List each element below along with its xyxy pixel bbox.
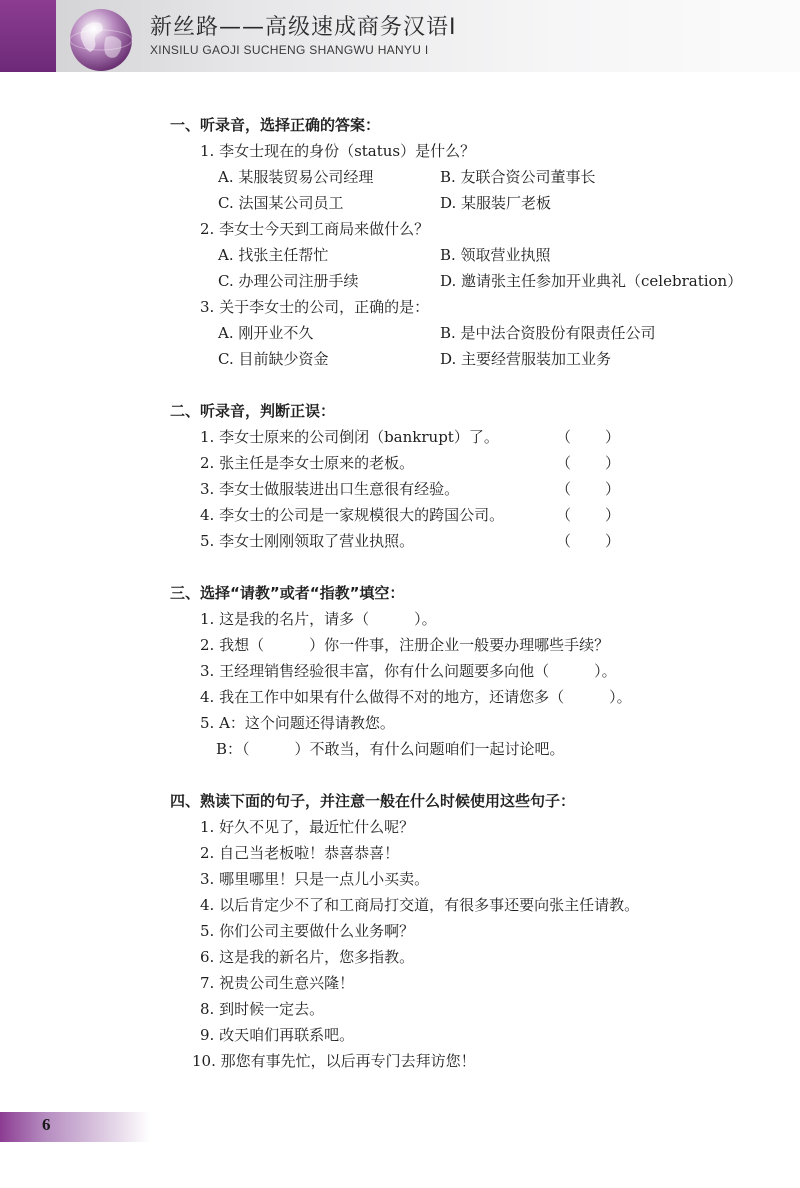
sentence-item: 5. 你们公司主要做什么业务啊？: [200, 922, 415, 940]
sentence-item: 3. 哪里哪里！只是一点儿小买卖。: [200, 870, 430, 888]
option-b: B. 领取营业执照: [440, 246, 551, 264]
option-row: [218, 320, 800, 346]
page-header: [0, 0, 800, 72]
option-d: D. 邀请张主任参加开业典礼（celebration）: [440, 272, 743, 290]
exercise-content: [0, 112, 800, 1100]
sentence-item: 7. 祝贵公司生意兴隆！: [200, 974, 355, 992]
judge-statement: 3. 李女士做服装进出口生意很有经验。: [200, 480, 460, 498]
sentence-item: 1. 好久不见了，最近忙什么呢？: [200, 818, 415, 836]
judge-item: [200, 450, 800, 476]
sentence-item: 8. 到时候一定去。: [200, 1000, 325, 1018]
judge-item: [200, 528, 800, 554]
footer-accent-bar: [0, 1112, 150, 1142]
page-number: 6: [42, 1115, 51, 1134]
option-row: [218, 242, 800, 268]
answer-blank[interactable]: （ ）: [556, 532, 620, 550]
answer-blank[interactable]: （ ）: [556, 506, 620, 524]
answer-blank[interactable]: （ ）: [556, 480, 620, 498]
judge-item: [200, 424, 800, 450]
option-d: D. 主要经营服装加工业务: [440, 350, 612, 368]
fill-item: 5. A：这个问题还得请教您。: [200, 714, 395, 732]
fill-item-reply: B：（ ）不敢当，有什么问题咱们一起讨论吧。: [216, 740, 565, 758]
option-a: A. 刚开业不久: [218, 324, 314, 342]
option-c: C. 办理公司注册手续: [218, 272, 359, 290]
section-title: 四、熟读下面的句子，并注意一般在什么时候使用这些句子：: [170, 792, 576, 810]
option-row: [218, 190, 800, 216]
section-multiple-choice: [0, 112, 800, 372]
fill-item: 2. 我想（ ）你一件事，注册企业一般要办理哪些手续？: [200, 636, 610, 654]
judge-statement: 5. 李女士刚刚领取了营业执照。: [200, 532, 415, 550]
sentence-item: 2. 自己当老板啦！恭喜恭喜！: [200, 844, 400, 862]
option-a: A. 某服装贸易公司经理: [218, 168, 374, 186]
option-a: A. 找张主任帮忙: [218, 246, 329, 264]
answer-blank[interactable]: （ ）: [556, 454, 620, 472]
section-fill-blank: [0, 580, 800, 762]
sentence-item: 6. 这是我的新名片，您多指教。: [200, 948, 415, 966]
option-c: C. 法国某公司员工: [218, 194, 344, 212]
option-c: C. 目前缺少资金: [218, 350, 329, 368]
book-subtitle-pinyin: XINSILU GAOJI SUCHENG SHANGWU HANYU I: [150, 43, 429, 57]
option-b: B. 友联合资公司董事长: [440, 168, 596, 186]
fill-item: 4. 我在工作中如果有什么做得不对的地方，还请您多（ ）。: [200, 688, 632, 706]
section-title: 三、选择“请教”或者“指教”填空：: [170, 584, 405, 602]
fill-item: 1. 这是我的名片，请多（ ）。: [200, 610, 437, 628]
section-read-sentences: [0, 788, 800, 1074]
option-b: B. 是中法合资股份有限责任公司: [440, 324, 656, 342]
book-title: 新丝路——高级速成商务汉语Ⅰ: [150, 15, 457, 40]
judge-item: [200, 476, 800, 502]
section-title: 一、听录音，选择正确的答案：: [170, 116, 381, 134]
section-title: 二、听录音，判断正误：: [170, 402, 336, 420]
sentence-item: 9. 改天咱们再联系吧。: [200, 1026, 355, 1044]
option-row: [218, 346, 800, 372]
question: 2. 李女士今天到工商局来做什么？: [200, 220, 430, 238]
judge-statement: 4. 李女士的公司是一家规模很大的跨国公司。: [200, 506, 505, 524]
sentence-item: 4. 以后肯定少不了和工商局打交道，有很多事还要向张主任请教。: [200, 896, 640, 914]
fill-item: 3. 王经理销售经验很丰富，你有什么问题要多向他（ ）。: [200, 662, 617, 680]
header-accent-bar: [0, 0, 56, 72]
judge-statement: 1. 李女士原来的公司倒闭（bankrupt）了。: [200, 428, 499, 446]
question: 1. 李女士现在的身份（status）是什么？: [200, 142, 476, 160]
answer-blank[interactable]: （ ）: [556, 428, 620, 446]
option-row: [218, 268, 800, 294]
option-row: [218, 164, 800, 190]
globe-icon: [68, 7, 134, 73]
sentence-item: 10. 那您有事先忙，以后再专门去拜访您！: [192, 1052, 476, 1070]
question: 3. 关于李女士的公司，正确的是：: [200, 298, 430, 316]
judge-statement: 2. 张主任是李女士原来的老板。: [200, 454, 415, 472]
judge-item: [200, 502, 800, 528]
option-d: D. 某服装厂老板: [440, 194, 552, 212]
section-true-false: [0, 398, 800, 554]
